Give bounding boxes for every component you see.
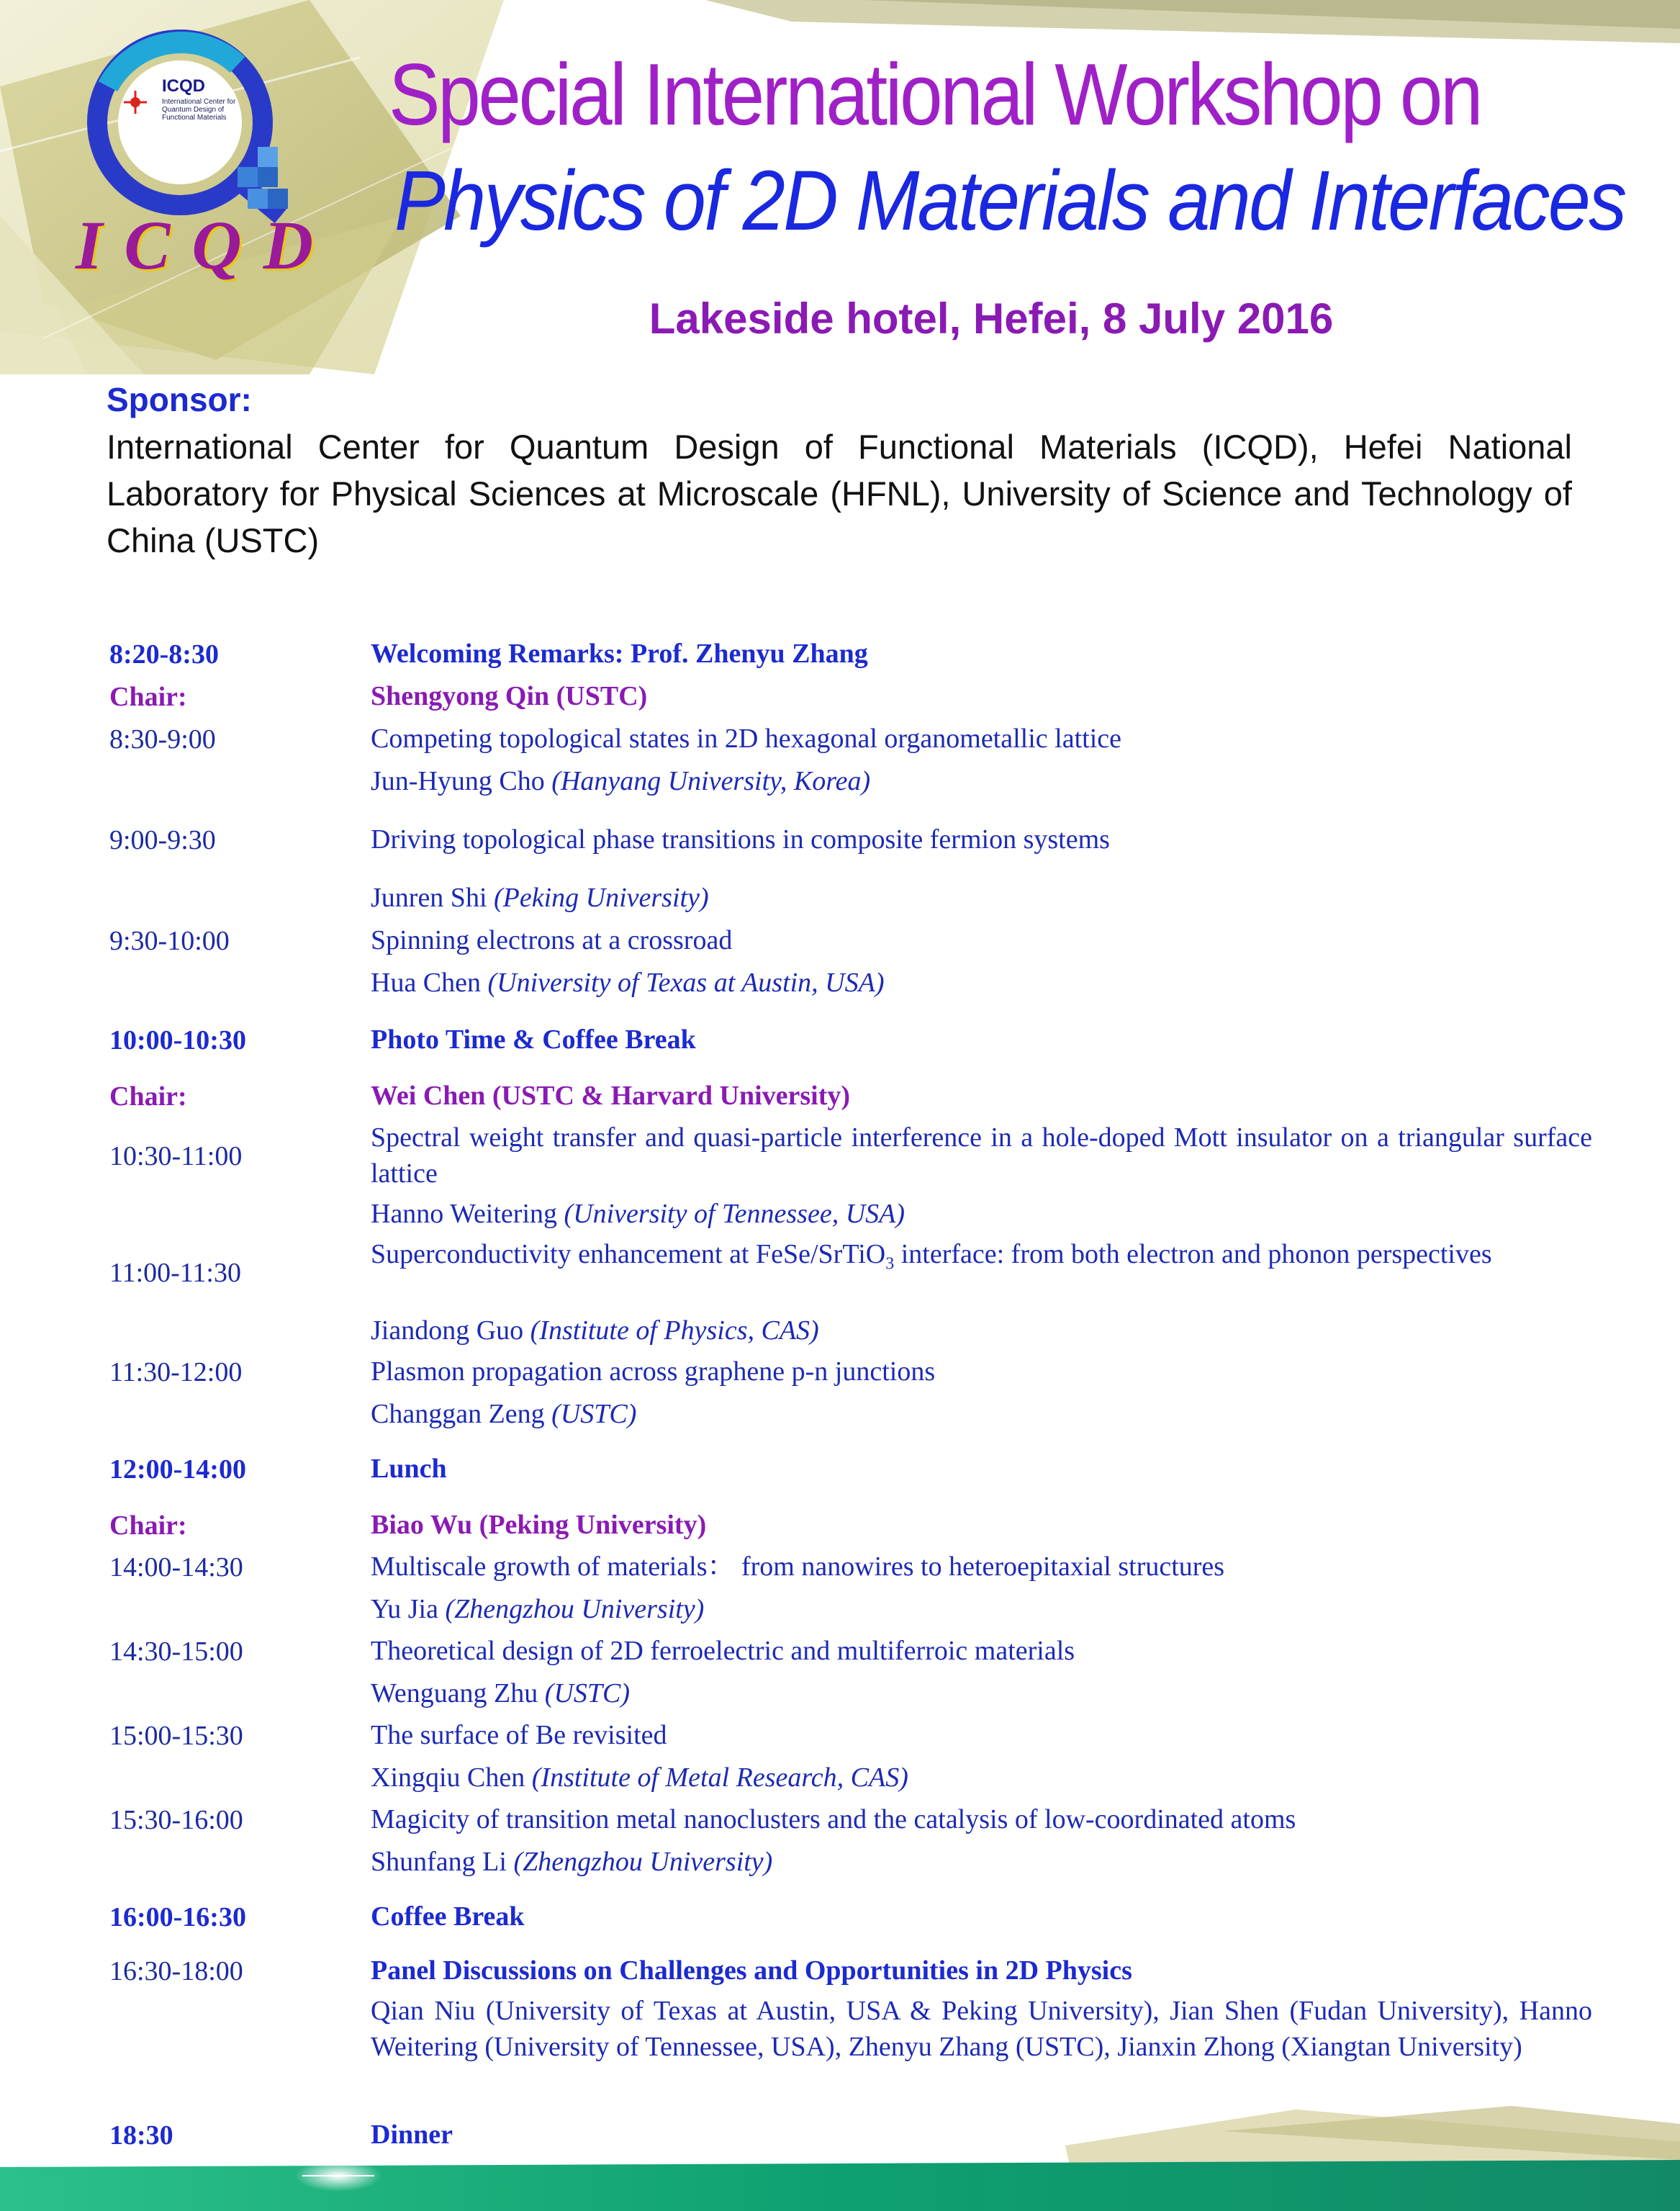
talk-speaker: [371, 1844, 1592, 1880]
talk-time: 9:30-10:00: [109, 926, 230, 956]
speaker-affiliation: (Peking University): [494, 883, 709, 913]
break-title: Photo Time & Coffee Break: [371, 1025, 696, 1055]
talk-title: Theoretical design of 2D ferroelectric and multiferroic materials: [371, 1636, 1075, 1666]
talk-title-part: interface: from both electron and phonon perspectives: [894, 1239, 1492, 1269]
speaker-affiliation: (Institute of Metal Research, CAS): [531, 1762, 908, 1793]
panel-time: 16:30-18:00: [109, 1956, 243, 1986]
speaker-name: Xingqiu Chen: [371, 1762, 525, 1793]
chair-name: Shengyong Qin (USTC): [371, 681, 648, 711]
speaker-name: Hua Chen: [371, 968, 482, 998]
talk-title: Multiscale growth of materials： from nanowires to heteroepitaxial structures: [371, 1552, 1225, 1582]
speaker-name: Shunfang Li: [371, 1847, 507, 1877]
talk-title: Spinning electrons at a crossroad: [371, 925, 733, 955]
talk-time: 10:30-11:00: [109, 1141, 243, 1171]
chair-name: Biao Wu (Peking University): [371, 1510, 707, 1540]
talk-title: Competing topological states in 2D hexagonal organometallic lattice: [371, 724, 1121, 754]
page-title-line-2: Physics of 2D Materials and Interfaces: [394, 153, 1625, 248]
talk-title: Driving topological phase transitions in composite fermion systems: [371, 824, 1110, 855]
break-time: 16:00-16:30: [109, 1902, 246, 1932]
speaker-affiliation: (University of Texas at Austin, USA): [487, 968, 885, 998]
panel-title: Panel Discussions on Challenges and Opportunities in 2D Physics: [371, 1955, 1132, 1986]
session-time: 8:20-8:30: [109, 639, 219, 670]
speaker-name: Changgan Zeng: [371, 1399, 545, 1429]
talk-title: Spectral weight transfer and quasi-particle interference in a hole-doped Mott insulator on a triangular surface lattice: [371, 1122, 1592, 1189]
speaker-name: Jun-Hyung Cho: [371, 766, 545, 796]
speaker-affiliation: (USTC): [551, 1399, 637, 1429]
talk-time: 15:30-16:00: [109, 1805, 243, 1835]
page-title-line-1: Special International Workshop on: [389, 45, 1481, 143]
speaker-affiliation: (Zhengzhou University): [513, 1847, 773, 1877]
talk-title: [371, 1236, 1592, 1282]
chair-label: Chair:: [109, 1510, 187, 1541]
break-time: 10:00-10:30: [109, 1025, 246, 1055]
logo-wordmark: ICQD: [76, 207, 335, 284]
talk-speaker: [371, 1760, 1592, 1796]
panel-participants: Qian Niu (University of Texas at Austin, USA & Peking University), Jian Shen (Fudan University), Hanno Weitering (University of Tennessee, USA), Zhenyu Zhang (USTC), Jianxin Zhong (Xiangtan University): [371, 1996, 1592, 2062]
speaker-affiliation: (University of Tennessee, USA): [564, 1199, 906, 1229]
talk-time: 14:00-14:30: [109, 1552, 243, 1582]
talk-time: 11:30-12:00: [109, 1357, 243, 1387]
talk-title: Plasmon propagation across graphene p-n junctions: [371, 1356, 936, 1387]
talk-title: The surface of Be revisited: [371, 1720, 667, 1750]
logo-full-name: International Center for Quantum Design of Functional Materials: [162, 98, 236, 122]
sponsor-text: International Center for Quantum Design of Functional Materials (ICQD), Hefei National Laboratory for Physical Sciences at Microscale (HFNL), University of Science and Technology of China (USTC): [107, 428, 1572, 559]
talk-time: 11:00-11:30: [109, 1258, 241, 1288]
speaker-affiliation: (Zhengzhou University): [445, 1594, 705, 1624]
session-title: Welcoming Remarks: Prof. Zhenyu Zhang: [371, 639, 868, 669]
break-time: 12:00-14:00: [109, 1454, 246, 1485]
logo-abbreviation: ICQD: [162, 76, 205, 96]
talk-speaker: [371, 763, 1592, 799]
talk-time: 15:00-15:30: [109, 1721, 243, 1751]
talk-speaker: [371, 1675, 1592, 1711]
talk-speaker: [371, 1312, 1592, 1348]
talk-speaker: [371, 965, 1592, 1001]
chair-label: Chair:: [109, 682, 187, 712]
talk-speaker: [371, 1396, 1592, 1432]
speaker-name: Wenguang Zhu: [371, 1678, 538, 1708]
speaker-name: Jiandong Guo: [371, 1315, 524, 1346]
talk-title: Magicity of transition metal nanoclusters and the catalysis of low-coordinated atoms: [371, 1804, 1296, 1834]
speaker-name: Junren Shi: [371, 883, 487, 913]
break-title: Lunch: [371, 1454, 447, 1484]
dinner-title: Dinner: [371, 2120, 453, 2150]
subscript: 3: [885, 1254, 895, 1274]
speaker-affiliation: (Hanyang University, Korea): [551, 766, 871, 796]
sponsor-label: Sponsor:: [107, 381, 252, 418]
talk-speaker: [371, 1591, 1592, 1627]
talk-time: 8:30-9:00: [109, 724, 216, 755]
dinner-time: 18:30: [109, 2120, 173, 2151]
break-title: Coffee Break: [371, 1901, 525, 1932]
speaker-affiliation: (USTC): [544, 1678, 631, 1708]
chair-label: Chair:: [109, 1081, 187, 1112]
talk-time: 14:30-15:00: [109, 1636, 243, 1667]
speaker-name: Hanno Weitering: [371, 1199, 558, 1229]
speaker-affiliation: (Institute of Physics, CAS): [530, 1315, 819, 1346]
speaker-name: Yu Jia: [371, 1594, 438, 1624]
venue-date: Lakeside hotel, Hefei, 8 July 2016: [649, 294, 1334, 343]
talk-title-part: Superconductivity enhancement at FeSe/SrTiO: [371, 1239, 886, 1269]
talk-time: 9:00-9:30: [109, 825, 216, 855]
talk-speaker: [371, 1196, 1592, 1232]
chair-name: Wei Chen (USTC & Harvard University): [371, 1081, 851, 1111]
talk-speaker: [371, 880, 1592, 916]
